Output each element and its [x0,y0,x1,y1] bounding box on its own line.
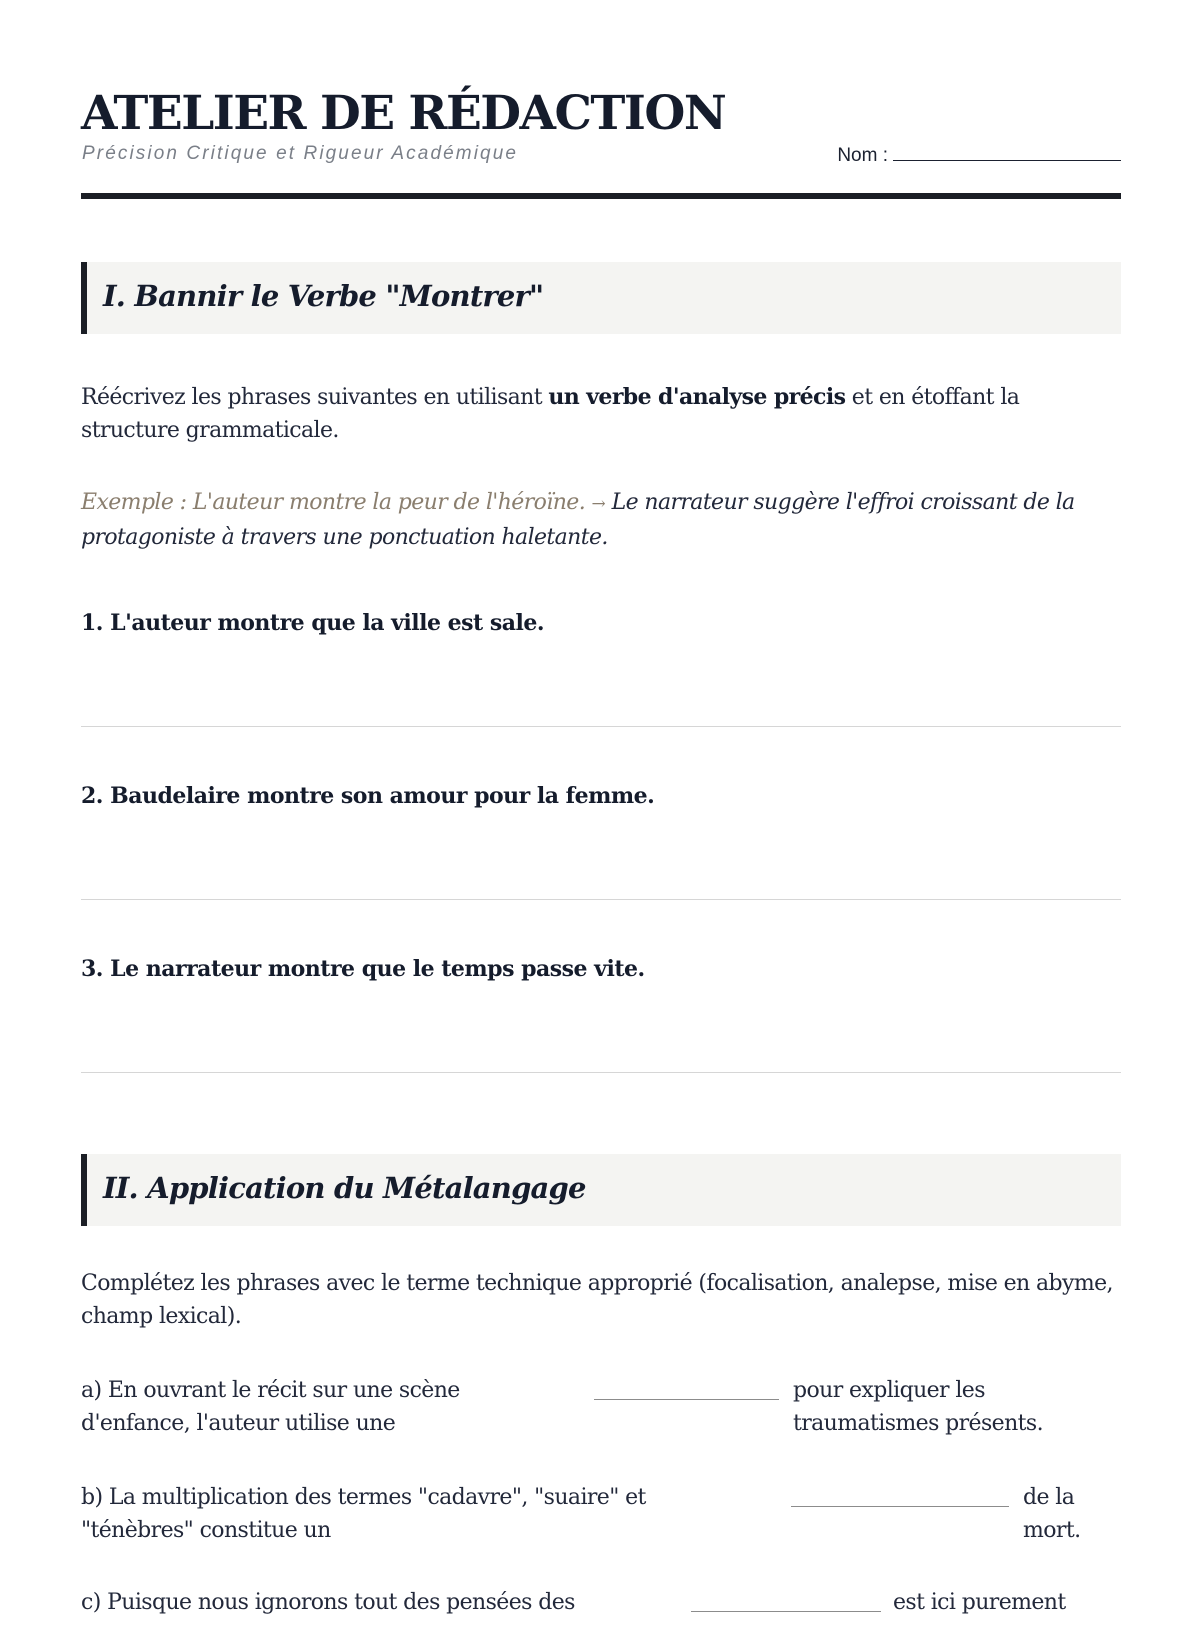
section-2-instruction: Complétez les phrases avec le terme technique approprié (focalisation, analepse, mise en abyme, champ lexical). [81,1271,1113,1329]
page-subtitle: Précision Critique et Rigueur Académique [82,143,519,164]
answer-line-1[interactable] [81,726,1121,727]
name-label: Nom : [837,145,888,166]
question-3: 3. Le narrateur montre que le temps passe vite. [81,956,645,982]
fill-blank-a[interactable] [594,1399,779,1400]
question-2: 2. Baudelaire montre son amour pour la femme. [81,783,655,809]
fill-item-c [81,1586,1121,1652]
fill-item-b [81,1481,1121,1547]
fill-text-before: c) Puisque nous ignorons tout des pensées des [81,1590,575,1615]
fill-text-after: de la mort. [1023,1485,1081,1543]
section-2-title: II. Application du Métalangage [103,1171,586,1205]
example-answer: Le narrateur suggère l'effroi croissant de la protagoniste à travers une ponctuation haletante. [81,490,1075,550]
header-divider [81,193,1121,199]
worksheet-header [81,86,1121,201]
fill-blank-b[interactable] [791,1506,1009,1507]
section-1-instruction: Réécrivez les phrases suivantes en utilisant un verbe d'analyse précis et en étoffant la structure grammaticale. [81,384,1020,443]
page-title: ATELIER DE RÉDACTION [81,86,726,141]
fill-text-after: est ici purement [893,1590,1066,1615]
fill-text-before: a) En ouvrant le récit sur une scène d'enfance, l'auteur utilise une [81,1378,460,1436]
arrow-right-icon: → [591,494,606,514]
answer-line-2[interactable] [81,899,1121,900]
answer-line-3[interactable] [81,1072,1121,1073]
section-2-heading [81,1154,1121,1226]
section-1-heading [81,262,1121,334]
question-1: 1. L'auteur montre que la ville est sale. [81,610,545,636]
worksheet-page [81,0,1121,1615]
fill-text-before: b) La multiplication des termes "cadavre", "suaire" et "ténèbres" constitue un [81,1485,646,1543]
fill-text-after: pour expliquer les traumatismes présents. [793,1378,1043,1436]
fill-item-a [81,1374,1121,1440]
section-1-title: I. Bannir le Verbe "Montrer" [103,279,544,313]
name-input-line[interactable] [893,143,1121,161]
section-1-example [81,486,1121,554]
name-field[interactable] [837,143,1121,167]
fill-blank-c[interactable] [691,1611,881,1612]
example-prompt: Exemple : L'auteur montre la peur de l'héroïne. [81,490,586,515]
